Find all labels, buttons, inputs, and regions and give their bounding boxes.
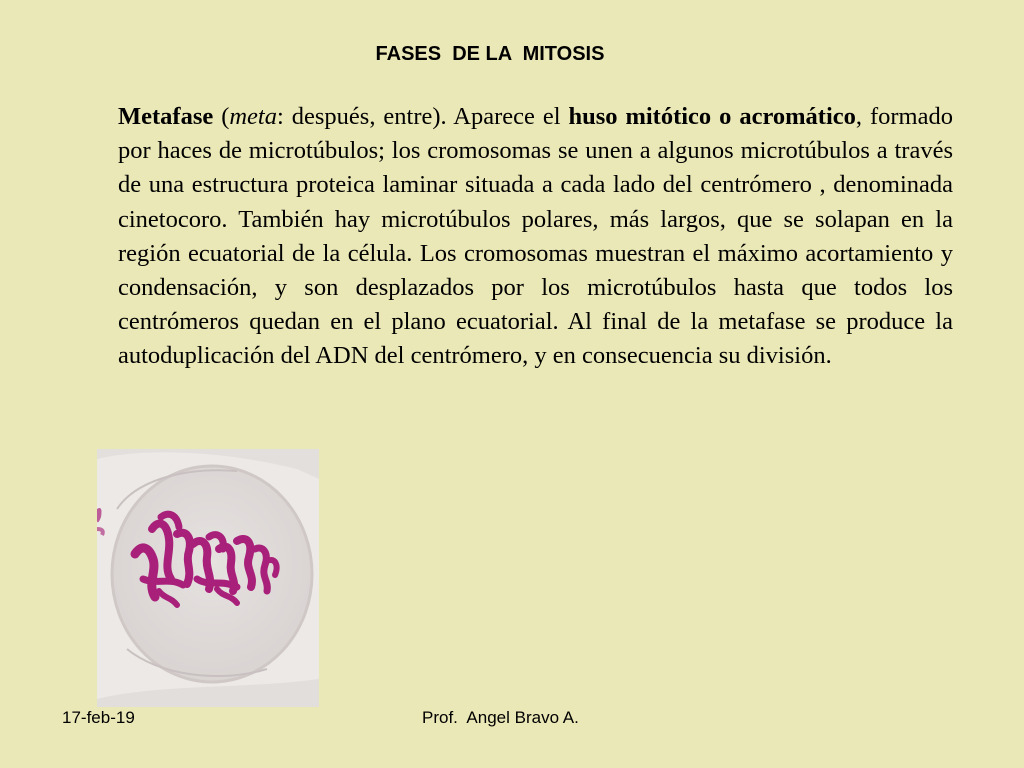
metaphase-micrograph [97, 449, 319, 707]
body-text-segment: , formado por haces de microtúbulos; los cromosomas se unen a algunos microtúbulos a través de una estructura proteica laminar situada a cada lado del centrómero , denominada cinetocoro. También hay microtúbulos polares, más largos, que se solapan en la región ecuatorial de la célula. Los cromosomas muestran el máximo acortamiento y condensación, y son desplazados por los microtúbulos hasta que todos los centrómeros quedan en el plano ecuatorial. Al final de la metafase se produce la autoduplicación del ADN del centrómero, y en consecuencia su división. [118, 103, 953, 370]
body-text-segment: : después, entre). Aparece el [276, 103, 569, 130]
micrograph-illustration [97, 449, 319, 707]
footer-date: 17-feb-19 [62, 708, 135, 727]
footer-author: Prof. Angel Bravo A. [422, 708, 579, 727]
slide-title: FASES DE LA MITOSIS [375, 43, 605, 65]
term-metafase: Metafase [118, 103, 214, 130]
body-text-segment: ( [213, 103, 230, 130]
term-huso-mitotico: huso mitótico o acromático [568, 103, 856, 130]
term-meta-italic: meta [229, 103, 277, 130]
body-paragraph [118, 100, 953, 374]
